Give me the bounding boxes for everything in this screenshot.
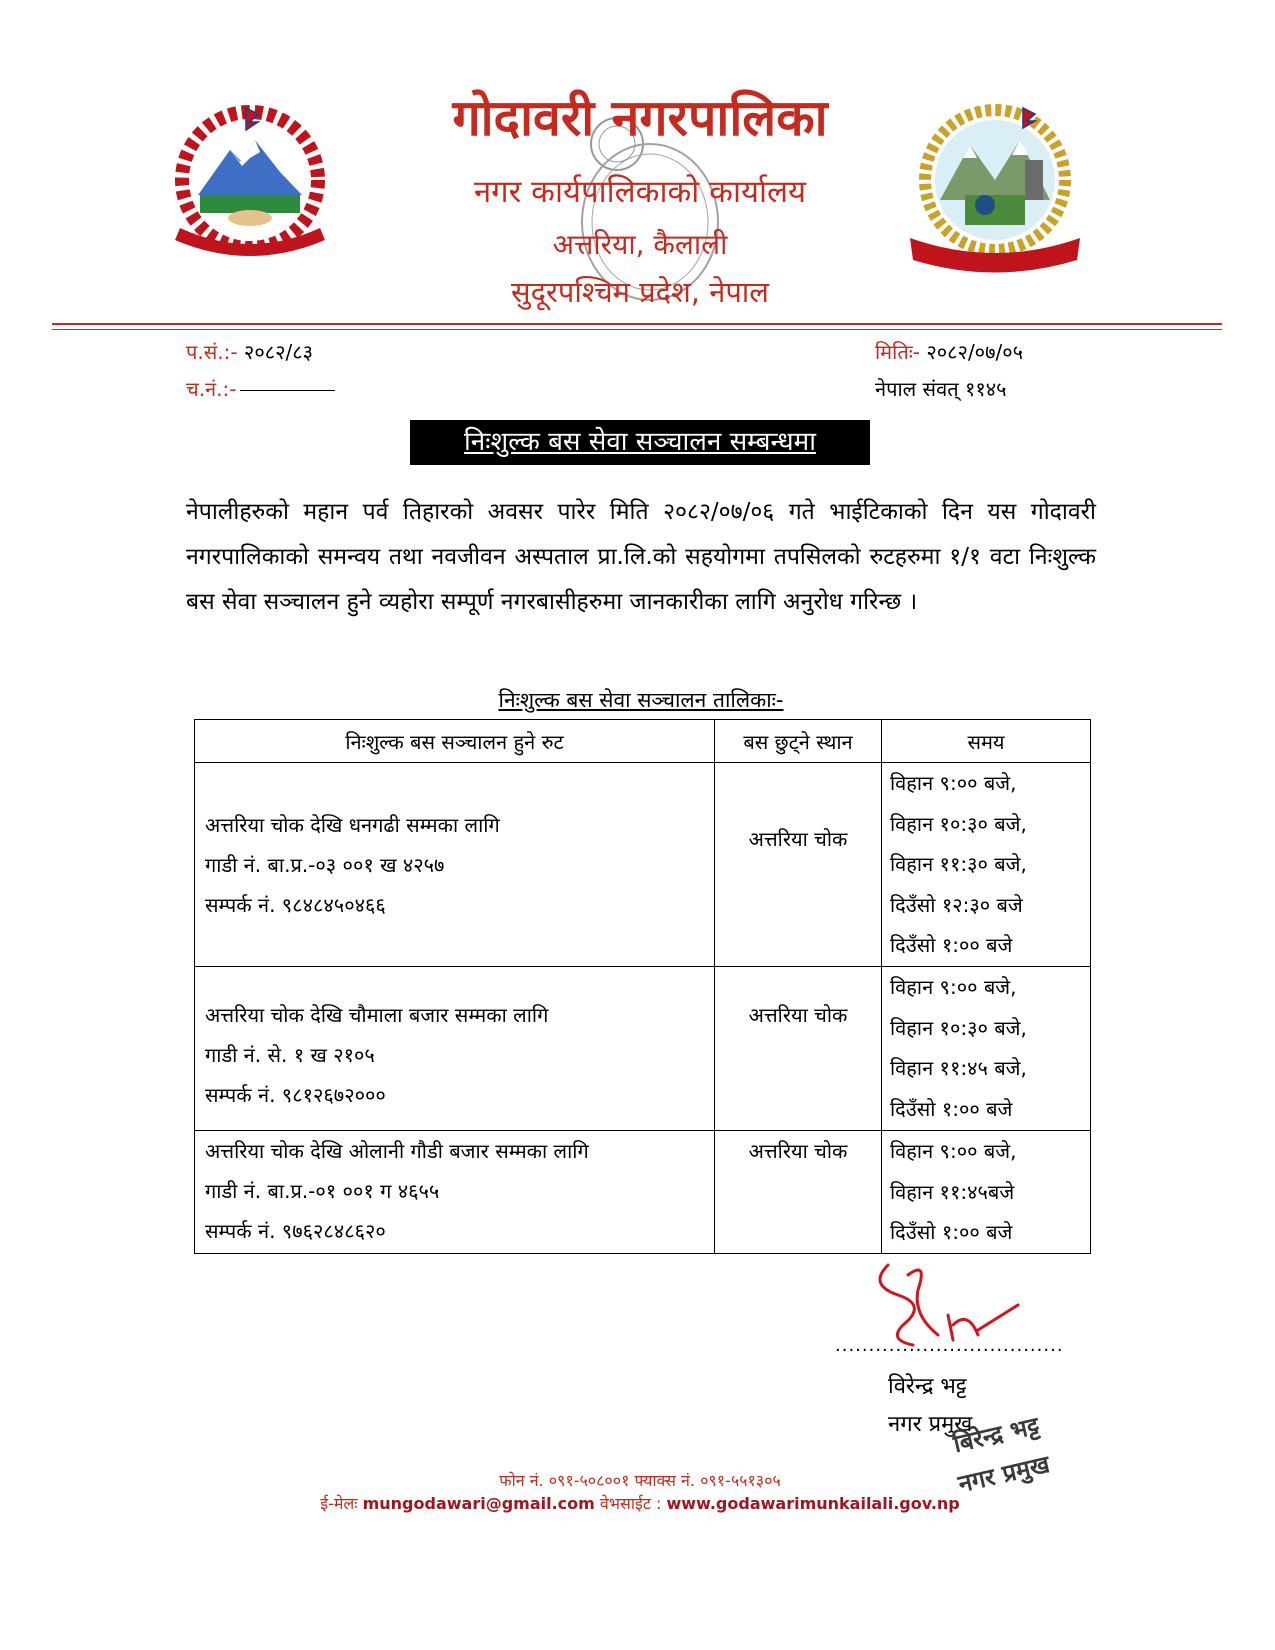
- table-row: [195, 967, 1091, 1131]
- time-slot: दिउँसो १:०० बजे: [890, 1220, 1013, 1244]
- website-link[interactable]: www.godawarimunkailali.gov.np: [666, 1494, 960, 1513]
- time-slot: दिउँसो १२:३० बजे: [890, 892, 1023, 917]
- contact-number: सम्पर्क नं. ९७६२८४८६२०: [205, 1219, 386, 1243]
- dispatch-label: च.नं.:-: [186, 377, 237, 401]
- time-slot: विहान ११:४५बजे: [890, 1179, 1015, 1204]
- time-cell: [882, 967, 1091, 1131]
- header-divider-thin: [52, 329, 1222, 330]
- route-name: अत्तरिया चोक देखि चौमाला बजार सम्मका लागि: [205, 1003, 549, 1027]
- website-label: वेभसाईट :: [599, 1494, 662, 1513]
- dispatch-blank: [240, 390, 335, 391]
- time-slot: विहान १०:३० बजे,: [890, 811, 1027, 836]
- stop-name: अत्तरिया चोक: [748, 826, 848, 851]
- table-row: [195, 1131, 1091, 1254]
- subject-text: निःशुल्क बस सेवा सञ्चालन सम्बन्धमा: [464, 427, 816, 457]
- organization-name: गोदावरी नगरपालिका: [452, 89, 828, 147]
- stop-name: अत्तरिया चोक: [748, 1003, 848, 1027]
- table-header-row: [195, 720, 1091, 763]
- stop-cell: [715, 1131, 882, 1254]
- email-label: ई-मेलः: [320, 1494, 358, 1513]
- time-slot: दिउँसो १:०० बजे: [890, 933, 1013, 957]
- route-name: अत्तरिया चोक देखि धनगढी सम्मका लागि: [205, 812, 500, 837]
- province-country: सुदूरपश्चिम प्रदेश, नेपाल: [511, 275, 769, 309]
- route-name: अत्तरिया चोक देखि ओलानी गौडी बजार सम्मका लागि: [205, 1139, 589, 1163]
- route-cell: [195, 967, 715, 1131]
- reference-number: [186, 338, 313, 365]
- footer-online: [200, 1492, 1080, 1514]
- office-address: अत्तरिया, कैलाली: [552, 228, 728, 261]
- dispatch-number: [186, 375, 335, 402]
- reference-value: २०८२/८३: [243, 340, 314, 364]
- vehicle-number: गाडी नं. बा.प्र.-०३ ००१ ख ४२५७: [205, 852, 445, 877]
- reference-label: प.सं.:-: [186, 340, 238, 364]
- date-value: २०८२/०७/०५: [926, 340, 1024, 364]
- office-name: नगर कार्यपालिकाको कार्यालय: [473, 174, 807, 210]
- time-slot: विहान ९:०० बजे,: [890, 771, 1017, 795]
- vehicle-number: गाडी नं. से. १ ख २१०५: [205, 1043, 375, 1067]
- time-slot: विहान ९:०० बजे,: [890, 1139, 1017, 1163]
- header-divider: [52, 323, 1222, 325]
- route-cell: [195, 1131, 715, 1254]
- signer-title: नगर प्रमुख: [888, 1412, 973, 1437]
- time-cell: [882, 1131, 1091, 1254]
- contact-number: सम्पर्क नं. ९८४८४५०४६६: [205, 892, 386, 917]
- header-stop: बस छुट्ने स्थान: [715, 720, 882, 763]
- municipality-logo: [905, 100, 1085, 280]
- email-link[interactable]: mungodawari@gmail.com: [362, 1494, 595, 1513]
- vehicle-number: गाडी नं. बा.प्र.-०१ ००१ ग ४६५५: [205, 1179, 440, 1203]
- header-time: समय: [882, 720, 1091, 763]
- header-route: निःशुल्क बस सञ्चालन हुने रुट: [195, 720, 715, 763]
- table-row: [195, 763, 1091, 967]
- date-label: मितिः-: [875, 340, 920, 364]
- stop-cell: [715, 763, 882, 967]
- time-slot: विहान ९:०० बजे,: [890, 975, 1017, 999]
- stop-cell: [715, 967, 882, 1131]
- nepal-sambat-date: नेपाल संवत् ११४५: [875, 377, 1007, 401]
- letter-date: [875, 338, 1023, 365]
- time-slot: विहान ११:४५ बजे,: [890, 1056, 1027, 1080]
- route-cell: [195, 763, 715, 967]
- name-stamp: बिरेन्द्र भट्ट: [950, 1411, 1042, 1459]
- signer-name: विरेन्द्र भट्ट: [888, 1374, 967, 1399]
- bus-schedule-table: [194, 719, 1091, 1254]
- title-stamp: नगर प्रमुख: [955, 1450, 1053, 1499]
- subject-banner: [410, 420, 870, 465]
- time-slot: दिउँसो १:०० बजे: [890, 1096, 1013, 1121]
- stop-name: अत्तरिया चोक: [748, 1139, 848, 1163]
- footer-contact: फोन नं. ०९१-५०८००१ फ्याक्स नं. ०९१-५५१३०५: [499, 1471, 781, 1490]
- time-cell: [882, 763, 1091, 967]
- signature-line: ..................................: [835, 1335, 1064, 1356]
- table-title: निःशुल्क बस सेवा सञ्चालन तालिकाः-: [498, 688, 784, 712]
- notice-body: नेपालीहरुको महान पर्व तिहारको अवसर पारेर मिति २०८२/०७/०६ गते भाईटिकाको दिन यस गोदावरी नगरपालिकाको समन्वय तथा नवजीवन अस्पताल प्रा.लि.को सहयोगमा तपसिलको रुटहरुमा १/१ वटा निःशुल्क बस सेवा सञ्चालन हुने व्यहोरा सम्पूर्ण नगरबासीहरुमा जानकारीका लागि अनुरोध गरिन्छ ।: [186, 499, 1096, 615]
- nepal-emblem-logo: [160, 100, 340, 270]
- time-slot: विहान १०:३० बजे,: [890, 1015, 1027, 1040]
- time-slot: विहान ११:३० बजे,: [890, 852, 1027, 876]
- contact-number: सम्पर्क नं. ९८१२६७२०००: [205, 1083, 386, 1107]
